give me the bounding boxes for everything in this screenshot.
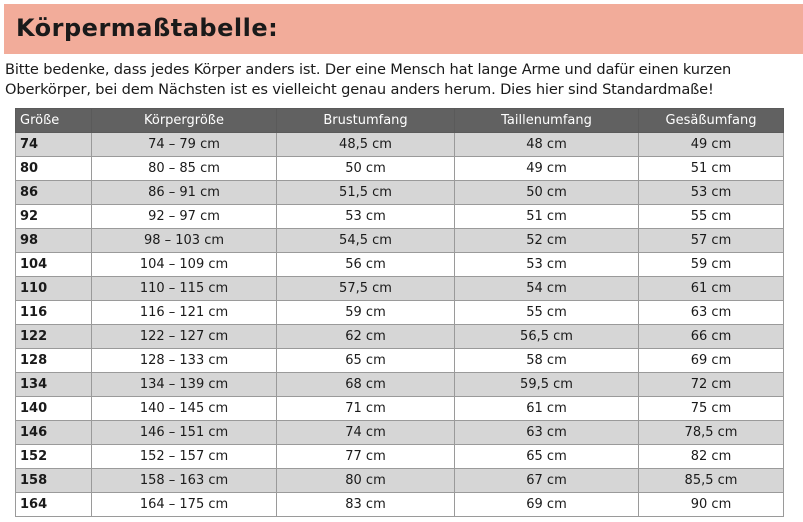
cell-gesaessumfang: 51 cm <box>639 157 784 181</box>
table-row <box>16 133 784 157</box>
cell-gesaessumfang: 63 cm <box>639 301 784 325</box>
cell-groesse: 116 <box>16 301 92 325</box>
table-row <box>16 469 784 493</box>
cell-groesse: 98 <box>16 229 92 253</box>
cell-groesse: 152 <box>16 445 92 469</box>
cell-koerpergroesse: 134 – 139 cm <box>92 373 277 397</box>
size-table-container <box>15 108 783 517</box>
cell-koerpergroesse: 146 – 151 cm <box>92 421 277 445</box>
header-koerpergroesse: Körpergröße <box>92 109 277 133</box>
cell-groesse: 164 <box>16 493 92 517</box>
intro-line-1: Bitte bedenke, dass jedes Körper anders ist. Der eine Mensch hat lange Arme und dafür einen kurzen <box>5 61 732 78</box>
header-gesaessumfang: Gesäßumfang <box>639 109 784 133</box>
intro-line-2: Oberkörper, bei dem Nächsten ist es vielleicht genau anders herum. Dies hier sind Standardmaße! <box>5 81 714 98</box>
cell-groesse: 140 <box>16 397 92 421</box>
cell-gesaessumfang: 59 cm <box>639 253 784 277</box>
cell-groesse: 128 <box>16 349 92 373</box>
cell-taillenumfang: 49 cm <box>455 157 639 181</box>
cell-taillenumfang: 65 cm <box>455 445 639 469</box>
table-row <box>16 253 784 277</box>
cell-koerpergroesse: 158 – 163 cm <box>92 469 277 493</box>
cell-gesaessumfang: 72 cm <box>639 373 784 397</box>
cell-taillenumfang: 52 cm <box>455 229 639 253</box>
cell-brustumfang: 48,5 cm <box>277 133 455 157</box>
cell-gesaessumfang: 57 cm <box>639 229 784 253</box>
cell-taillenumfang: 63 cm <box>455 421 639 445</box>
cell-koerpergroesse: 164 – 175 cm <box>92 493 277 517</box>
cell-gesaessumfang: 75 cm <box>639 397 784 421</box>
cell-brustumfang: 77 cm <box>277 445 455 469</box>
table-row <box>16 301 784 325</box>
cell-brustumfang: 56 cm <box>277 253 455 277</box>
cell-taillenumfang: 56,5 cm <box>455 325 639 349</box>
cell-brustumfang: 53 cm <box>277 205 455 229</box>
cell-groesse: 74 <box>16 133 92 157</box>
cell-brustumfang: 68 cm <box>277 373 455 397</box>
header-brustumfang: Brustumfang <box>277 109 455 133</box>
cell-brustumfang: 59 cm <box>277 301 455 325</box>
cell-groesse: 110 <box>16 277 92 301</box>
cell-brustumfang: 57,5 cm <box>277 277 455 301</box>
cell-brustumfang: 74 cm <box>277 421 455 445</box>
cell-taillenumfang: 58 cm <box>455 349 639 373</box>
cell-gesaessumfang: 61 cm <box>639 277 784 301</box>
cell-brustumfang: 71 cm <box>277 397 455 421</box>
cell-taillenumfang: 61 cm <box>455 397 639 421</box>
cell-koerpergroesse: 140 – 145 cm <box>92 397 277 421</box>
cell-taillenumfang: 67 cm <box>455 469 639 493</box>
cell-koerpergroesse: 128 – 133 cm <box>92 349 277 373</box>
cell-taillenumfang: 54 cm <box>455 277 639 301</box>
cell-gesaessumfang: 90 cm <box>639 493 784 517</box>
cell-koerpergroesse: 92 – 97 cm <box>92 205 277 229</box>
cell-taillenumfang: 48 cm <box>455 133 639 157</box>
header-taillenumfang: Taillenumfang <box>455 109 639 133</box>
cell-groesse: 134 <box>16 373 92 397</box>
intro-text <box>5 60 801 100</box>
cell-groesse: 104 <box>16 253 92 277</box>
table-row <box>16 229 784 253</box>
cell-brustumfang: 51,5 cm <box>277 181 455 205</box>
table-row <box>16 373 784 397</box>
cell-groesse: 80 <box>16 157 92 181</box>
cell-taillenumfang: 55 cm <box>455 301 639 325</box>
cell-brustumfang: 62 cm <box>277 325 455 349</box>
cell-brustumfang: 54,5 cm <box>277 229 455 253</box>
cell-taillenumfang: 51 cm <box>455 205 639 229</box>
cell-gesaessumfang: 69 cm <box>639 349 784 373</box>
table-row <box>16 349 784 373</box>
title-banner <box>4 4 803 54</box>
table-row <box>16 205 784 229</box>
cell-gesaessumfang: 55 cm <box>639 205 784 229</box>
cell-koerpergroesse: 80 – 85 cm <box>92 157 277 181</box>
cell-gesaessumfang: 78,5 cm <box>639 421 784 445</box>
cell-koerpergroesse: 116 – 121 cm <box>92 301 277 325</box>
table-row <box>16 397 784 421</box>
cell-gesaessumfang: 85,5 cm <box>639 469 784 493</box>
cell-taillenumfang: 50 cm <box>455 181 639 205</box>
table-row <box>16 157 784 181</box>
cell-groesse: 158 <box>16 469 92 493</box>
table-row <box>16 445 784 469</box>
cell-koerpergroesse: 74 – 79 cm <box>92 133 277 157</box>
cell-brustumfang: 83 cm <box>277 493 455 517</box>
cell-taillenumfang: 53 cm <box>455 253 639 277</box>
cell-groesse: 122 <box>16 325 92 349</box>
cell-gesaessumfang: 49 cm <box>639 133 784 157</box>
header-groesse: Größe <box>16 109 92 133</box>
cell-gesaessumfang: 53 cm <box>639 181 784 205</box>
table-row <box>16 493 784 517</box>
cell-brustumfang: 80 cm <box>277 469 455 493</box>
cell-groesse: 146 <box>16 421 92 445</box>
cell-koerpergroesse: 110 – 115 cm <box>92 277 277 301</box>
cell-gesaessumfang: 82 cm <box>639 445 784 469</box>
size-table <box>15 108 784 517</box>
cell-koerpergroesse: 122 – 127 cm <box>92 325 277 349</box>
table-row <box>16 421 784 445</box>
table-row <box>16 277 784 301</box>
cell-brustumfang: 65 cm <box>277 349 455 373</box>
table-row <box>16 181 784 205</box>
table-row <box>16 325 784 349</box>
cell-koerpergroesse: 152 – 157 cm <box>92 445 277 469</box>
cell-koerpergroesse: 86 – 91 cm <box>92 181 277 205</box>
cell-groesse: 92 <box>16 205 92 229</box>
cell-brustumfang: 50 cm <box>277 157 455 181</box>
cell-gesaessumfang: 66 cm <box>639 325 784 349</box>
page-title: Körpermaßtabelle: <box>16 14 279 42</box>
cell-koerpergroesse: 98 – 103 cm <box>92 229 277 253</box>
cell-groesse: 86 <box>16 181 92 205</box>
cell-koerpergroesse: 104 – 109 cm <box>92 253 277 277</box>
cell-taillenumfang: 59,5 cm <box>455 373 639 397</box>
cell-taillenumfang: 69 cm <box>455 493 639 517</box>
table-header-row <box>16 109 784 133</box>
